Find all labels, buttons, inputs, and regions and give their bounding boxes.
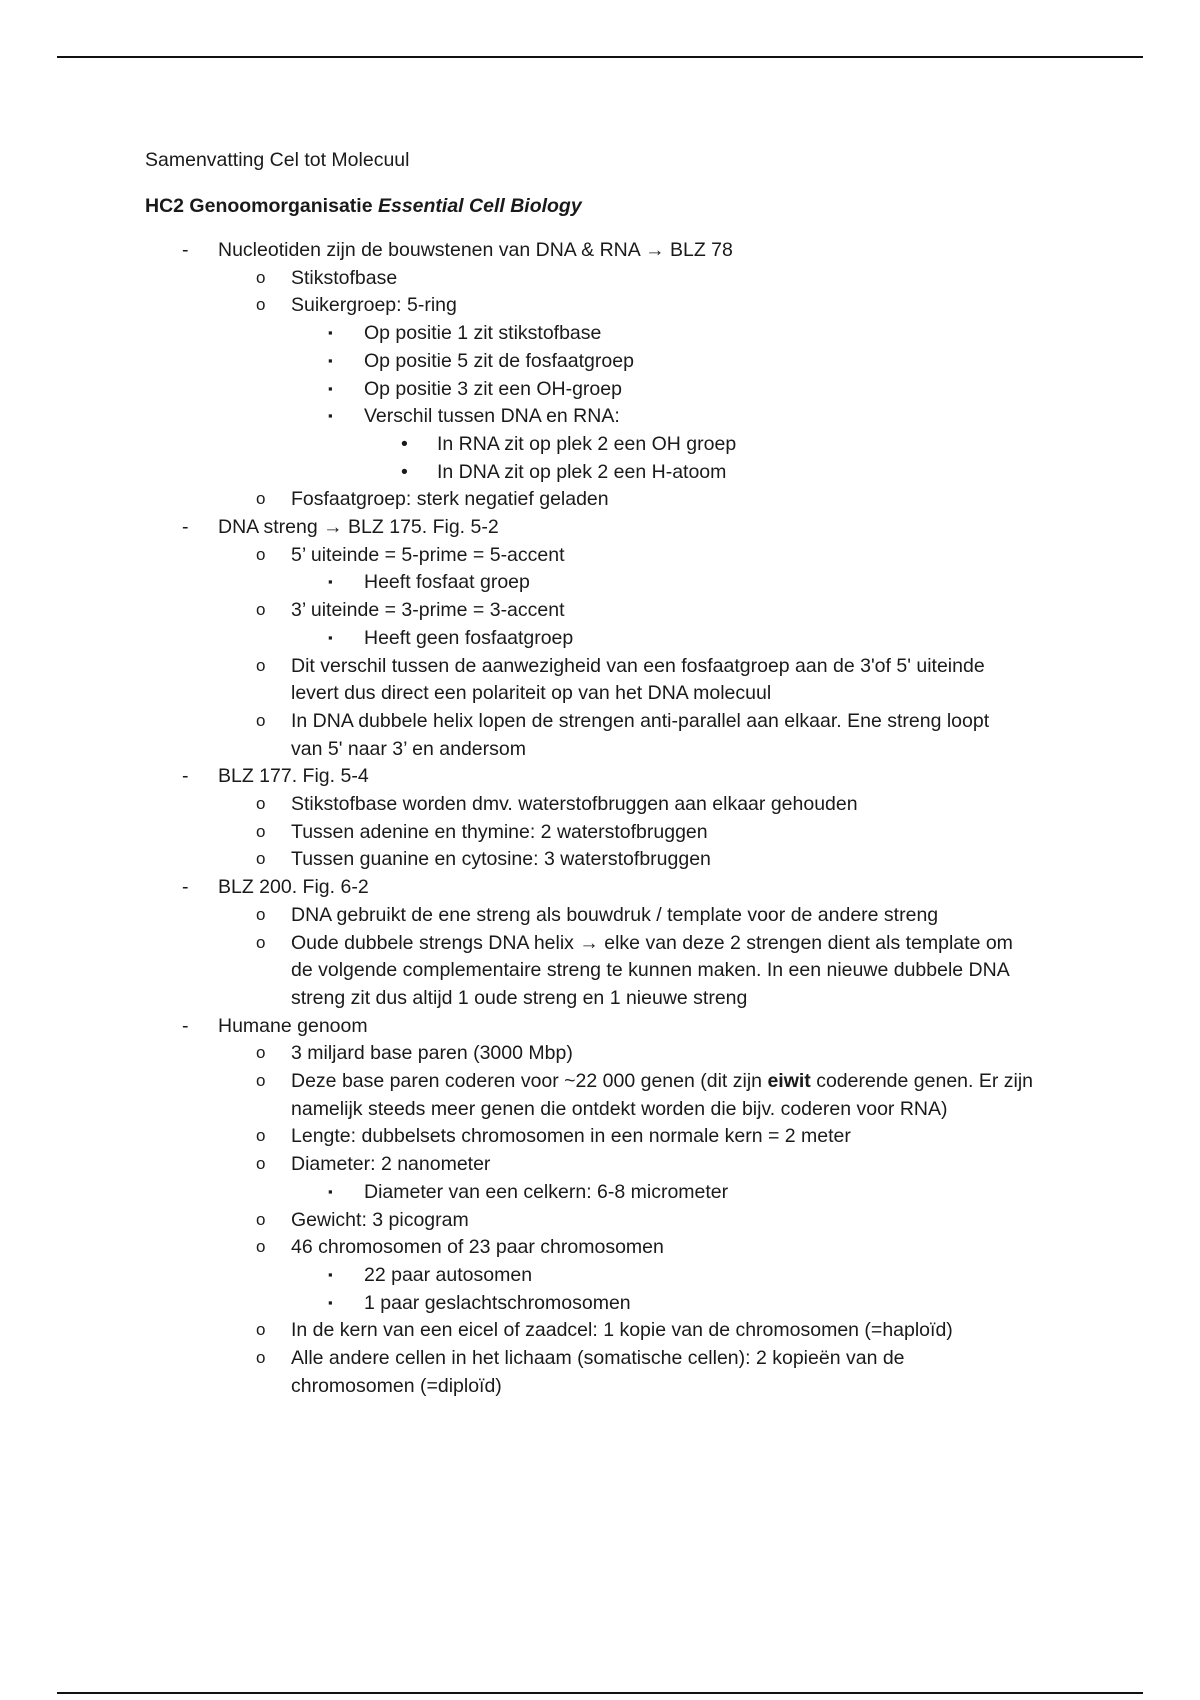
list-item-text: Suikergroep: 5-ring	[291, 294, 457, 317]
heading-text: HC2 Genoomorganisatie	[145, 195, 378, 217]
list-item	[0, 928, 1200, 958]
list-item-text: Nucleotiden zijn de bouwstenen van DNA & RNA → BLZ 78	[218, 239, 733, 261]
bullet-marker: -	[182, 765, 189, 788]
list-item	[0, 1343, 1200, 1373]
bullet-marker: o	[256, 849, 266, 869]
list-item-text: chromosomen (=diploïd)	[291, 1374, 502, 1397]
list-item-text: Op positie 1 zit stikstofbase	[364, 322, 602, 345]
bullet-marker: o	[256, 1209, 266, 1229]
bullet-marker: -	[182, 239, 189, 261]
list-item	[0, 540, 1200, 570]
bullet-marker: ▪	[328, 1266, 333, 1282]
list-item-text: 46 chromosomen of 23 paar chromosomen	[291, 1236, 664, 1259]
list-item-text: In DNA zit op plek 2 een H-atoom	[437, 460, 727, 483]
list-item	[0, 1149, 1200, 1179]
bullet-marker: o	[256, 1237, 266, 1257]
heading-italic: Essential Cell Biology	[377, 195, 582, 217]
bullet-marker: -	[182, 876, 189, 899]
list-item	[0, 374, 1200, 404]
list-item-text: Op positie 3 zit een OH-groep	[364, 377, 622, 400]
list-item-text: Deze base paren coderen voor ~22 000 genen (dit zijn eiwit coderende genen. Er zijn	[291, 1070, 1034, 1092]
bullet-marker: o	[256, 1154, 266, 1174]
list-item-text: BLZ 177. Fig. 5-4	[218, 765, 369, 788]
list-item-text: Diameter van een celkern: 6-8 micrometer	[364, 1180, 729, 1203]
bullet-marker: ▪	[328, 1294, 333, 1310]
list-item	[0, 1066, 1200, 1096]
list-item-text: Dit verschil tussen de aanwezigheid van een fosfaatgroep aan de 3'of 5' uiteinde	[291, 654, 985, 677]
bullet-marker: -	[182, 516, 189, 538]
bullet-marker: ▪	[328, 325, 333, 341]
list-item	[0, 1011, 1200, 1041]
list-item	[0, 401, 1200, 431]
bullet-marker: ▪	[328, 352, 333, 368]
footer-rule	[57, 1692, 1143, 1694]
bullet-marker: o	[256, 1320, 266, 1340]
list-item	[0, 484, 1200, 514]
list-item-text: namelijk steeds meer genen die ontdekt worden die bijv. coderen voor RNA)	[291, 1097, 948, 1120]
list-item	[0, 789, 1200, 819]
list-item	[0, 290, 1200, 320]
bullet-marker: o	[256, 489, 266, 509]
list-item	[0, 1038, 1200, 1068]
list-item	[0, 346, 1200, 376]
list-item-text: Humane genoom	[218, 1014, 368, 1037]
list-item	[0, 1260, 1200, 1290]
list-item-continuation	[0, 734, 1200, 764]
document-title: Samenvatting Cel tot Molecuul	[145, 149, 410, 171]
bullet-marker: •	[401, 460, 408, 483]
list-item	[0, 761, 1200, 791]
bullet-marker: o	[256, 655, 266, 675]
list-item-continuation	[0, 955, 1200, 985]
bullet-marker: o	[256, 821, 266, 841]
list-item	[0, 263, 1200, 293]
list-item-text: Heeft fosfaat groep	[364, 571, 530, 594]
bullet-marker: ▪	[328, 574, 333, 590]
list-item	[0, 457, 1200, 487]
bullet-marker: -	[182, 1014, 189, 1037]
list-item	[0, 817, 1200, 847]
list-item	[0, 1205, 1200, 1235]
list-item-text: Gewicht: 3 picogram	[291, 1208, 469, 1231]
bullet-marker: o	[256, 710, 266, 730]
bullet-marker: o	[256, 1126, 266, 1146]
header-rule	[57, 56, 1143, 58]
list-item	[0, 318, 1200, 348]
list-item-text: Verschil tussen DNA en RNA:	[364, 405, 620, 428]
list-item-text: streng zit dus altijd 1 oude streng en 1 nieuwe streng	[291, 986, 748, 1009]
list-item-text: Oude dubbele strengs DNA helix → elke van deze 2 strengen dient als template om	[291, 931, 1013, 954]
bullet-marker: ▪	[328, 1183, 333, 1199]
bullet-marker: o	[256, 295, 266, 315]
list-item	[0, 1232, 1200, 1262]
list-item-text: de volgende complementaire streng te kunnen maken. In een nieuwe dubbele DNA	[291, 959, 1010, 982]
list-item	[0, 429, 1200, 459]
list-item-text: Stikstofbase	[291, 266, 398, 289]
list-item	[0, 706, 1200, 736]
list-item-text: Diameter: 2 nanometer	[291, 1153, 491, 1176]
list-item-text: In RNA zit op plek 2 een OH groep	[437, 432, 737, 455]
list-item	[0, 651, 1200, 681]
list-item	[0, 595, 1200, 625]
bullet-marker: o	[256, 544, 266, 564]
bullet-marker: o	[256, 1348, 266, 1367]
list-item-text: In DNA dubbele helix lopen de strengen anti-parallel aan elkaar. Ene streng loopt	[291, 709, 990, 732]
bullet-marker: o	[256, 932, 266, 952]
list-item-text: In de kern van een eicel of zaadcel: 1 kopie van de chromosomen (=haploïd)	[291, 1319, 953, 1342]
list-item	[0, 844, 1200, 874]
bullet-marker: o	[256, 1043, 266, 1063]
list-item-text: BLZ 200. Fig. 6-2	[218, 876, 369, 899]
section-heading	[145, 191, 582, 221]
list-item	[0, 900, 1200, 930]
list-item-text: DNA streng → BLZ 175. Fig. 5-2	[218, 516, 499, 538]
bullet-marker: o	[256, 794, 266, 813]
bullet-marker: ▪	[328, 380, 333, 396]
list-item-text: Alle andere cellen in het lichaam (somatische cellen): 2 kopieën van de	[291, 1347, 905, 1369]
bullet-marker: o	[256, 600, 266, 620]
list-item	[0, 567, 1200, 597]
list-item-text: Stikstofbase worden dmv. waterstofbruggen aan elkaar gehouden	[291, 793, 858, 815]
list-item-text: Tussen guanine en cytosine: 3 waterstofbruggen	[291, 848, 711, 871]
list-item	[0, 1177, 1200, 1207]
list-item	[0, 512, 1200, 542]
list-item-text: DNA gebruikt de ene streng als bouwdruk / template voor de andere streng	[291, 903, 939, 926]
list-item-continuation	[0, 983, 1200, 1013]
list-item-text: Fosfaatgroep: sterk negatief geladen	[291, 488, 609, 511]
list-item-continuation	[0, 1371, 1200, 1401]
list-item-text: Op positie 5 zit de fosfaatgroep	[364, 349, 634, 372]
emphasis-text: eiwit	[767, 1070, 811, 1092]
list-item-text: 3’ uiteinde = 3-prime = 3-accent	[291, 599, 565, 622]
list-item	[0, 872, 1200, 902]
list-item-text: 5’ uiteinde = 5-prime = 5-accent	[291, 543, 565, 566]
list-item	[0, 1288, 1200, 1318]
list-item-text: 1 paar geslachtschromosomen	[364, 1291, 631, 1314]
list-item-text: Heeft geen fosfaatgroep	[364, 626, 574, 649]
bullet-marker: ▪	[328, 408, 333, 424]
bullet-marker: •	[401, 432, 408, 455]
bullet-marker: ▪	[328, 629, 333, 645]
list-item	[0, 1121, 1200, 1151]
bullet-marker: o	[256, 904, 266, 924]
list-item	[0, 1315, 1200, 1345]
list-item-text: levert dus direct een polariteit op van het DNA molecuul	[291, 682, 772, 705]
list-item-text: Lengte: dubbelsets chromosomen in een normale kern = 2 meter	[291, 1125, 851, 1148]
list-item	[0, 623, 1200, 653]
list-item-text: 22 paar autosomen	[364, 1263, 533, 1286]
list-item-continuation	[0, 678, 1200, 708]
list-item-text: 3 miljard base paren (3000 Mbp)	[291, 1042, 573, 1065]
list-item	[0, 235, 1200, 265]
bullet-marker: o	[256, 1071, 266, 1090]
list-item-continuation	[0, 1094, 1200, 1124]
bullet-marker: o	[256, 267, 266, 287]
list-item-text: Tussen adenine en thymine: 2 waterstofbruggen	[291, 820, 708, 843]
list-item-text: van 5' naar 3’ en andersom	[291, 737, 526, 760]
